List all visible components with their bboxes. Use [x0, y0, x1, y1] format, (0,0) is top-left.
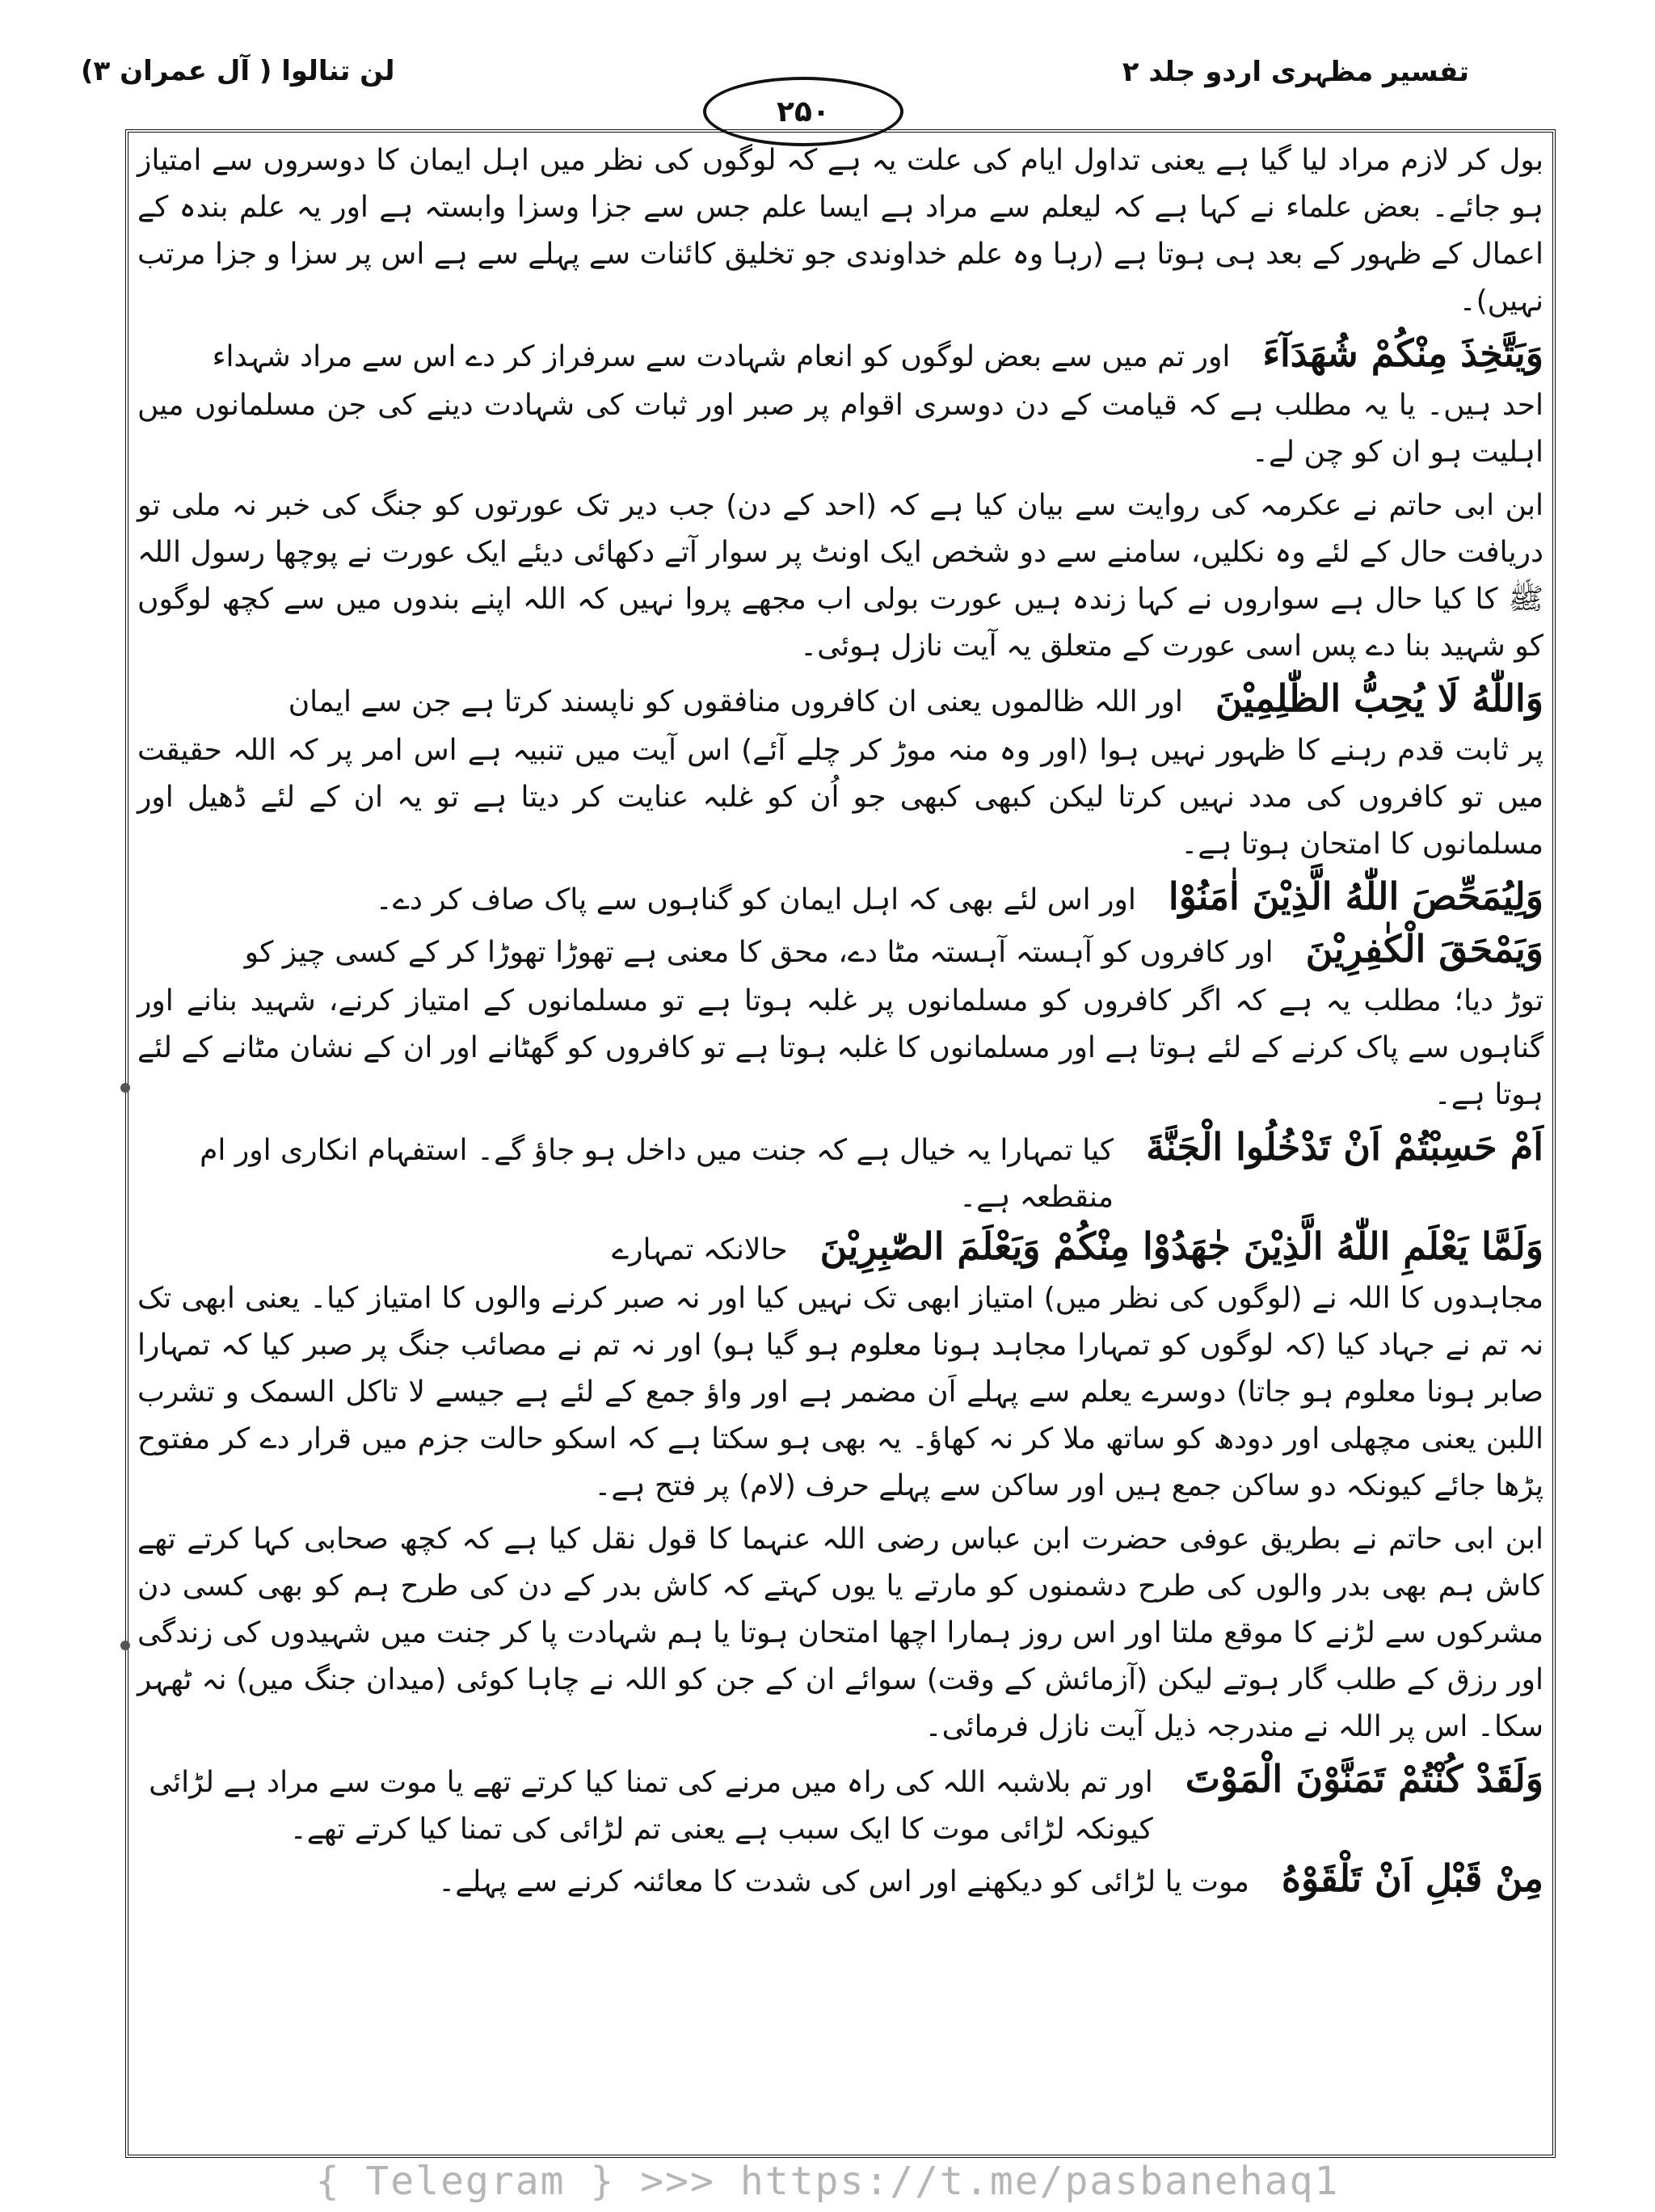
- left-margin-dot: [120, 1083, 130, 1093]
- quran-verse: وَيَمْحَقَ الْكٰفِرِيْنَ: [1305, 927, 1543, 971]
- body-paragraph: ابن ابی حاتم نے بطریق عوفی حضرت ابن عباس رضی اللہ عنہما کا قول نقل کیا ہے کہ کچھ صحابی کہا کرتے تھے کاش ہم بھی بدر والوں کی طرح دشمنوں کو مارتے یا یوں کہتے کہ کاش بدر کے دن کی طرح ہم کو بھی کسی دن مشرکوں سے لڑنے کا موقع ملتا اور اس روز ہمارا اچھا امتحان ہوتا یا ہم شہادت پا کر جنت میں شہیدوں کی زندگی اور رزق کے طلب گار ہوتے لیکن (آزمائش کے وقت) سوائے ان کے جن کو اللہ نے چاہا کوئی (میدان جنگ میں) نہ ٹھہر سکا۔ اس پر اللہ نے مندرجہ ذیل آیت نازل فرمائی۔: [137, 1523, 1543, 1743]
- quran-verse: وَاللّٰهُ لَا يُحِبُّ الظّٰلِمِيْنَ: [1215, 676, 1543, 720]
- left-margin-dot: [120, 1641, 130, 1650]
- header-book-title: تفسیر مظہری اردو جلد ۲: [1122, 56, 1469, 88]
- verse-row: [137, 331, 1543, 381]
- verse-translation: کیا تمہارا یہ خیال ہے کہ جنت میں داخل ہو جاؤ گے۔ استفہام انکاری اور ام منقطعہ ہے۔: [200, 1134, 1114, 1214]
- body-paragraph: احد ہیں۔ یا یہ مطلب ہے کہ قیامت کے دن دوسری اقوام پر صبر اور ثبات کی شہادت دینے کی جن مسلمانوں میں اہلیت ہو ان کو چن لے۔: [137, 389, 1543, 469]
- page-number: ۲۵۰: [777, 95, 830, 129]
- verse-row: [137, 676, 1543, 726]
- quran-verse: مِنْ قَبْلِ اَنْ تَلْقَوْهُ: [1281, 1856, 1543, 1900]
- page-content: [137, 137, 1543, 1907]
- verse-row: [137, 1125, 1543, 1221]
- quran-verse: وَلَمَّا يَعْلَمِ اللّٰهُ الَّذِيْنَ جٰهَدُوْا مِنْكُمْ وَيَعْلَمَ الصّٰبِرِيْنَ: [819, 1224, 1543, 1268]
- quran-verse: اَمْ حَسِبْتُمْ اَنْ تَدْخُلُوا الْجَنَّةَ: [1146, 1125, 1543, 1169]
- verse-translation: اور تم بلاشبہ اللہ کی راہ میں مرنے کی تمنا کیا کرتے تھے یا موت سے مراد ہے لڑائی کیونکہ لڑائی موت کا ایک سبب ہے یعنی تم لڑائی کی تمنا کیا کرتے تھے۔: [149, 1766, 1153, 1846]
- body-paragraph: بول کر لازم مراد لیا گیا ہے یعنی تداول ایام کی علت یہ ہے کہ لوگوں کی نظر میں اہل ایمان کا دوسروں سے امتیاز ہو جائے۔ بعض علماء نے کہا ہے کہ لیعلم سے مراد ہے ایسا علم جس سے جزا وسزا وابستہ ہے اور یہ علم بندہ کے اعمال کے ظہور کے بعد ہی ہوتا ہے (رہا وہ علم خداوندی جو تخلیق کائنات سے پہلے سے ہے اس پر سزا و جزا مرتب نہیں)۔: [137, 144, 1543, 318]
- body-paragraph: ابن ابی حاتم نے عکرمہ کی روایت سے بیان کیا ہے کہ (احد کے دن) جب دیر تک عورتوں کو جنگ کی خبر نہ ملی تو دریافت حال کے لئے وہ نکلیں، سامنے سے دو شخص ایک اونٹ پر سوار آتے دکھائی دیئے ایک عورت نے پوچھا رسول اللہ ﷺ کا کیا حال ہے سواروں نے کہا زندہ ہیں عورت بولی اب مجھے پروا نہیں کہ اللہ اپنے بندوں میں سے کچھ لوگوں کو شہید بنا دے پس اسی عورت کے متعلق یہ آیت نازل ہوئی۔: [137, 489, 1543, 663]
- verse-translation: اور اللہ ظالموں یعنی ان کافروں منافقوں کو ناپسند کرتا ہے جن سے ایمان: [288, 685, 1183, 718]
- verse-row: [137, 1856, 1543, 1906]
- body-paragraph: پر ثابت قدم رہنے کا ظہور نہیں ہوا (اور وہ منہ موڑ کر چلے آئے) اس آیت میں تنبیہ ہے اس امر پر کہ اللہ حقیقت میں تو کافروں کی مدد نہیں کرتا لیکن کبھی کبھی جو اُن کو غلبہ عنایت کر دیتا ہے تو یہ ان کے لئے ڈھیل اور مسلمانوں کا امتحان ہوتا ہے۔: [137, 734, 1543, 861]
- body-paragraph: توڑ دیا؛ مطلب یہ ہے کہ اگر کافروں کو مسلمانوں پر غلبہ ہوتا ہے تو مسلمانوں کے امتیاز کرنے، شہید بنانے اور گناہوں سے پاک کرنے کے لئے ہوتا ہے اور مسلمانوں کا غلبہ ہوتا ہے تو کافروں کو گھٹانے اور ان کے نشان مٹانے کے لئے ہوتا ہے۔: [137, 984, 1543, 1111]
- quran-verse: وَيَتَّخِذَ مِنْكُمْ شُهَدَآءَ: [1262, 331, 1543, 375]
- verse-translation: حالانکہ تمہارے: [612, 1233, 788, 1266]
- body-paragraph: مجاہدوں کا اللہ نے (لوگوں کی نظر میں) امتیاز ابھی تک نہیں کیا اور نہ صبر کرنے والوں کا امتیاز کیا۔ یعنی ابھی تک نہ تم نے جہاد کیا (کہ لوگوں کو تمہارا مجاہد ہونا معلوم ہو گیا ہو) اور نہ تم نے مصائب جنگ پر صبر کیا کہ تمہارا صابر ہونا معلوم ہو جاتا) دوسرے یعلم سے پہلے اَن مضمر ہے اور واؤ جمع کے لئے ہے جیسے لا تاکل السمک و تشرب اللبن یعنی مچھلی اور دودھ کو ساتھ ملا کر نہ کھاؤ۔ یہ بھی ہو سکتا ہے کہ اسکو حالت جزم میں قرار دے کر مفتوح پڑھا جائے کیونکہ دو ساکن جمع ہیں اور ساکن سے پہلے حرف (لام) پر فتح ہے۔: [137, 1282, 1543, 1502]
- verse-translation: اور اس لئے بھی کہ اہل ایمان کو گناہوں سے پاک صاف کر دے۔: [375, 883, 1136, 916]
- verse-row: [137, 1224, 1543, 1274]
- verse-row: [137, 874, 1543, 924]
- verse-translation: اور کافروں کو آہستہ آہستہ مٹا دے، محق کا معنی ہے تھوڑا تھوڑا کر کے کسی چیز کو: [244, 936, 1274, 969]
- telegram-watermark: { Telegram } >>> https://t.me/pasbanehaq1: [315, 2159, 1340, 2204]
- quran-verse: وَلَقَدْ كُنْتُمْ تَمَنَّوْنَ الْمَوْتَ: [1185, 1757, 1543, 1801]
- quran-verse: وَلِيُمَحِّصَ اللّٰهُ الَّذِيْنَ اٰمَنُوْا: [1168, 874, 1543, 918]
- verse-translation: اور تم میں سے بعض لوگوں کو انعام شہادت سے سرفراز کر دے اس سے مراد شہداء: [212, 340, 1231, 373]
- verse-row: [137, 927, 1543, 976]
- verse-translation: موت یا لڑائی کو دیکھنے اور اس کی شدت کا معائنہ کرنے سے پہلے۔: [438, 1865, 1249, 1898]
- header-section-title: لن تنالوا ( آل عمران ۳): [81, 55, 395, 87]
- verse-row: [137, 1757, 1543, 1853]
